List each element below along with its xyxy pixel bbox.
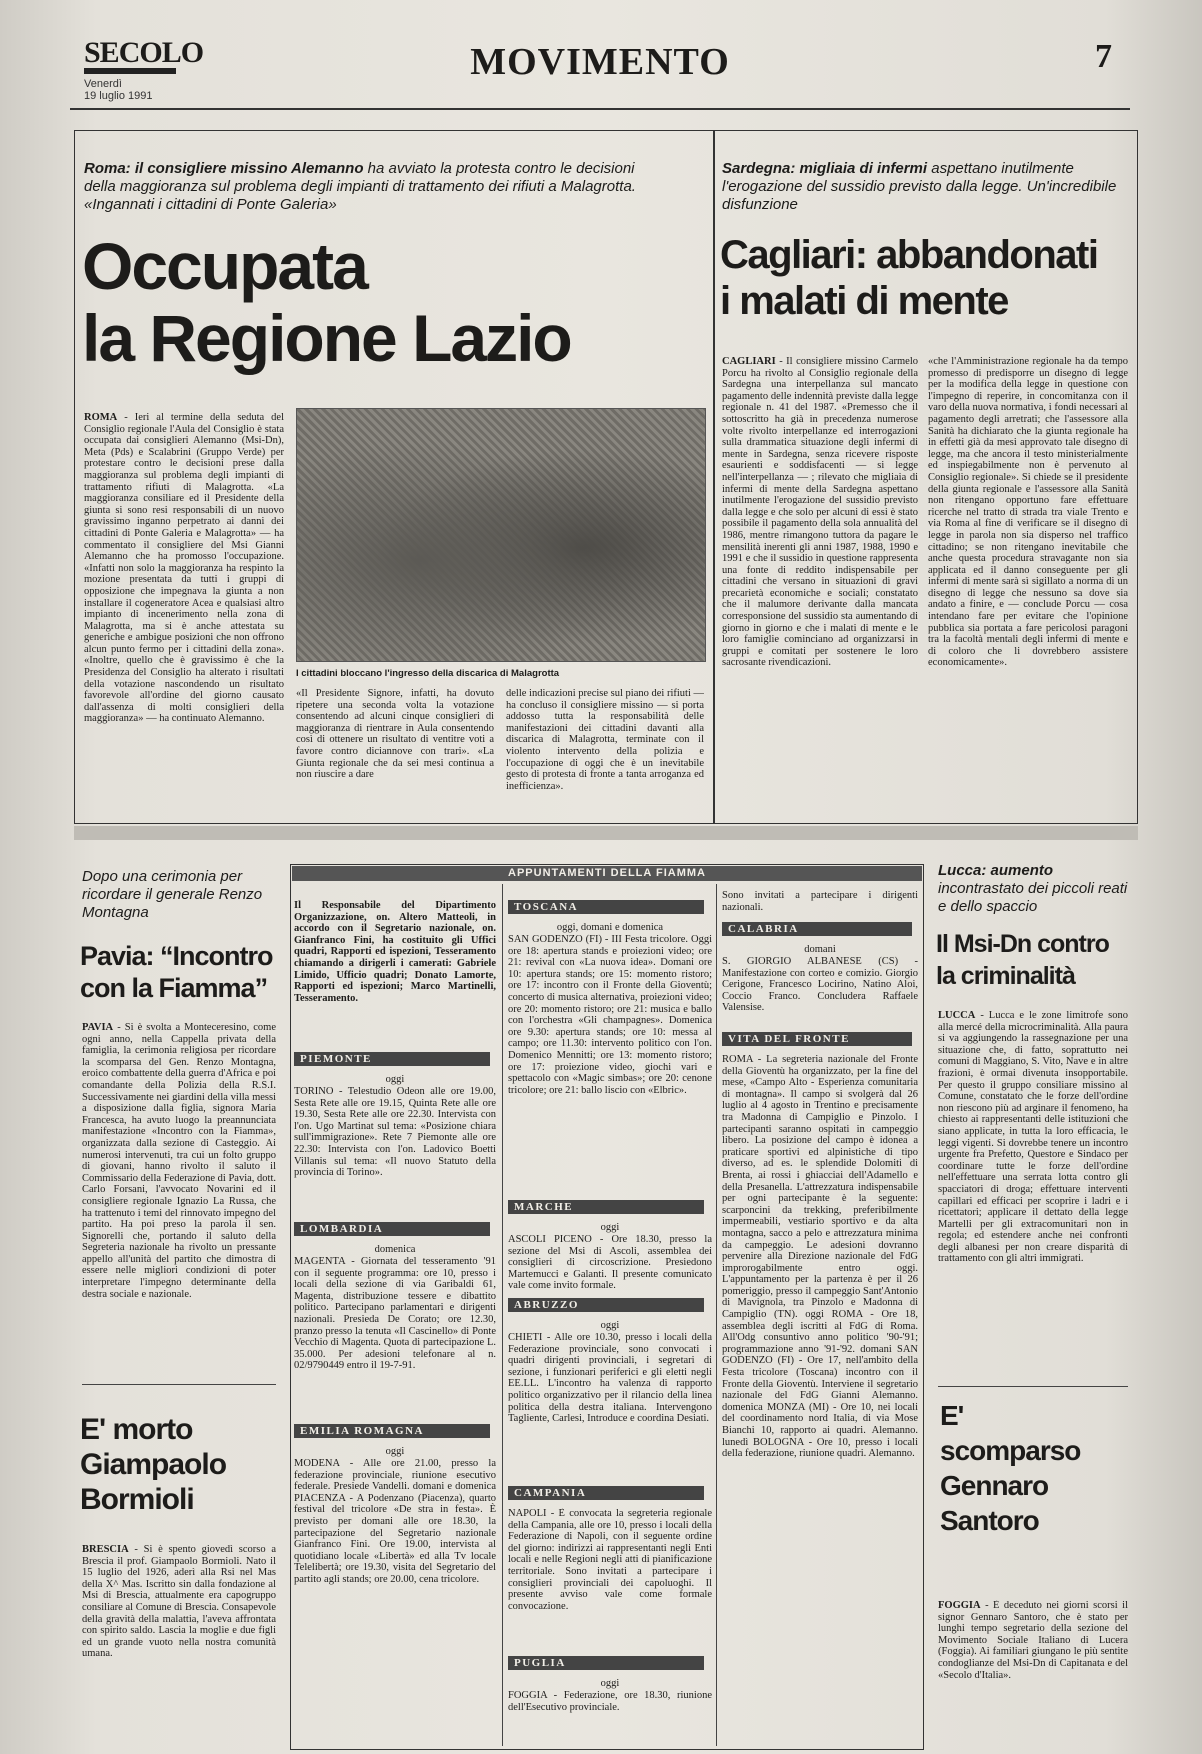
region-toscana-text: SAN GODENZO (FI) - III Festa tricolore. Oggi ore 18: apertura stands e proiezioni video; ore 21: revival con «La nuova idea». Domani ore 10: apertura stands; ore 15: momento ristoro; ore 17: incontro con il Fronte della Gioventù; concerto di musica alternativa, proiezioni video; ore 20: momento ristoro; ore 21: musica e ballo con l'orchestra «Gli champagnes». Domenica ore 9.30: apertura stands; ore 10: messa al campo; ore 11.30: intervento politico con l'on. Domenico Mennitti; ore 13: momento ristoro; ore 17: proiezione video, giochi vari e spettacolo con «Magic simbas»; ore 20: cenone tricolore; ore 21: ballo liscio con «Elbric». — [508, 934, 712, 1096]
appuntamenti-col-rule-1 — [502, 884, 503, 1746]
pavia-kicker: Dopo una cerimonia per ricordare il generale Renzo Montagna — [82, 868, 263, 921]
cagliari-col1: CAGLIARI - Il consigliere missino Carmelo Porcu ha rivolto al Consiglio regionale della Sardegna una interpellanza sul mancato pagamento delle indennità previste dalla legge regionale n. 41 del 1987. «Premesso che il sottoscritto ha già in precedenza numerose volte rivolto interpellanze ed interrogazioni sulla drammatica situazione degli infermi di mente in Sardegna, senza ricevere risposte esaurienti e soddisfacenti — si legge nell'interpellanza — ; rilevato che migliaia di infermi di mente della Sardegna aspettano inutilmente l'erogazione del sussidio previsto dalla legge e che solo per alcuni di essi è stato possibile il pagamento della sola annualità del 1986, mentre rimangono tuttora da pagare le mensilità inerenti gli anni 1987, 1988, 1990 e 1991 e che il sussidio in questione rappresenta una fonte di reddito indispensabile per cittadini che versano in situazioni di gravi precarietà economiche e sociali; constatato che il malumore derivante dalla mancata corresponsione del sussidio sta aumentando di giorno in giorno e che i malati di mente e le loro famiglie cominciano ad organizzarsi in gruppi e comitati per sostenere le loro sacrosante rivendicazioni. — [722, 356, 918, 669]
santoro-headline: E' scomparso Gennaro Santoro — [940, 1400, 1081, 1536]
region-vita-del-fronte-text: ROMA - La segreteria nazionale del Fronte della Gioventù ha organizzato, per la fine del mese, «Campo Alto - Esperienza comunitaria di montagna». Il campo si svolgerà dal 26 luglio al 4 agosto in Trentino e precisamente tra Madonna di Campiglio e Pinzolo. I partecipanti saranno ospitati in campeggio libero. La posizione del campo è idonea a praticare sportivi ed alpinistiche di tipo diverso, ad es. le splendide Dolomiti di Brenta, ai rossi i ghiacciai dell'Adamello e della Presanella. L'attrezzatura indispensabile per ogni partecipante è la seguente: scarponcini da trekking, preferibilmente impermeabili, vestiario sportivo e da alta montagna, sacco a pelo e attrezzatura minima da campeggio. Le adesioni dovranno pervenire alla Direzione nazionale del FdG improrogabilmente entro oggi. L'appuntamento per la partenza è per il 26 pomeriggio, presso il campeggio Sant'Antonio di Mavignola, tra Pinzolo e Madonna di Campiglio (TN). oggi ROMA - Ore 18, assemblea degli iscritti al FdG di Roma. All'Odg consuntivo anno politico '90-'91; programmazione anno '91-'92. domani SAN GODENZO (FI) - Ore 17, nell'ambito della Festa tricolore (Toscana) incontro con il Fronte della Gioventù. Interviene il segretario nazionale del FdG Gianni Alemanno. domenica MONZA (MI) - Ore 10, nei locali del coordinamento nord Italia, di via Mose Bianchi 10, rapporto ai quadri. Alemanno. lunedì BOLOGNA - Ore 10, presso i locali della federazione, riunione quadri. Alemanno. — [722, 1054, 918, 1460]
region-emilia-romagna: EMILIA ROMAGNA — [294, 1424, 490, 1438]
lazio-photo-caption: I cittadini bloccano l'ingresso della discarica di Malagrotta — [296, 668, 560, 679]
appuntamenti-title: APPUNTAMENTI DELLA FIAMMA — [292, 866, 922, 881]
lazio-photo — [296, 408, 706, 662]
region-abruzzo: ABRUZZO — [508, 1298, 704, 1312]
region-campania: CAMPANIA — [508, 1486, 704, 1500]
lucca-bottom-rule — [938, 1386, 1128, 1387]
masthead-logo: SECOLO — [84, 36, 203, 74]
region-puglia-day: oggi — [600, 1678, 620, 1689]
lazio-headline: Occupata la Regione Lazio — [82, 229, 571, 375]
region-piemonte-text: TORINO - Telestudio Odeon alle ore 19.00, Sesta Rete alle ore 19.15, Quinta Rete alle ore 19.30, Sesta Rete alle ore 22.30. Intervista con l'on. Ugo Martinat sul tema: «Posizione chiara sull'immigrazione». Rete 7 Piemonte alle ore 22.30: Intervista con l'on. Ladovico Boetti Villanis sul tema: «Il nuovo Statuto della provincia di Torino». — [294, 1086, 496, 1179]
region-lombardia: LOMBARDIA — [294, 1222, 490, 1236]
region-toscana-day: oggi, domani e domenica — [556, 922, 664, 933]
region-marche-text: ASCOLI PICENO - Ore 18.30, presso la sezione del Msi di Ascoli, assemblea dei consiglieri di circoscrizione. Presiedono Martemucci e Galanti. Il presente comunicato vale come invito formale. — [508, 1234, 712, 1292]
top-rule — [70, 108, 1130, 110]
lazio-col1: ROMA - Ieri al termine della seduta del Consiglio regionale l'Aula del Consiglio è stata occupata dai consiglieri Alemanno (Msi-Dn), Meta (Pds) e Scalabrini (Gruppo Verde) per protestare contro le decisioni prese dalla maggioranza sul problema degli impianti di trattamento rifiuti di Malagrotta. «La maggioranza consiliare ed il Presidente della giunta si sono resi responsabili di un nuovo gravissimo inganno perpetrato ai danni dei cittadini di Ponte Galeria e Malagrotta» — ha commentato il consigliere del Msi Gianni Alemanno che ha promosso l'occupazione. «Infatti non solo la maggioranza ha respinto la mozione presentata da tutti i gruppi di opposizione che impegnava la giunta a non installare il cogeneratore Acea e qualsiasi altro impianto di incenerimento nella zona di Malagrotta, ma si è anche attestata su generiche e ambigue posizioni che non offrono alcun punto fermo per i cittadini della zona». «Inoltre, quello che è gravissimo è che la Presidenza del Consiglio ha alterato i risultati della votazione nascondendo un risultato favorevole all'ordine del giorno causato dall'assenza di molti consiglieri della maggioranza» — ha continuato Alemanno. — [84, 412, 284, 725]
region-marche-day: oggi — [600, 1222, 620, 1233]
region-calabria: CALABRIA — [722, 922, 912, 936]
lucca-kicker: Lucca: aumento incontrastato dei piccoli reati e dello spaccio — [938, 862, 1128, 915]
appuntamenti-intro: Il Responsabile del Dipartimento Organizzazione, on. Altero Matteoli, in accordo con il Segretario nazionale, on. Gianfranco Fini, ha costituito gli Uffici quadri, Rapporti ed ispezioni, Tesseramento chiamando a dirigerli i camerati: Gabriele Limido, Ufficio quadri; Donato Lamorte, Rapporti ed ispezioni; Marco Martinelli, Tesseramento. — [294, 900, 496, 1004]
region-piemonte: PIEMONTE — [294, 1052, 490, 1066]
bormioli-body: BRESCIA - Si è spento giovedì scorso a Brescia il prof. Giampaolo Bormioli. Nato il 15 luglio del 1926, aderì alla Rsi nel Mas della X^ Mas. Iscritto sin dalla fondazione al Msi di Brescia, attualmente era capogruppo consiliare al Comune di Brescia. Consapevole della gravità della malattia, l'aveva affrontata con spirito saldo. Lascia la moglie e due figli ed un grande vuoto nella nostra comunità umana. — [82, 1544, 276, 1660]
calabria-pre-text: Sono invitati a partecipare i dirigenti nazionali. — [722, 890, 918, 913]
page-number: 7 — [1095, 38, 1112, 75]
region-calabria-text: S. GIORGIO ALBANESE (CS) - Manifestazione con corteo e comizio. Giorgio Cerigone, Francesco Locirino, Natino Aloi, Coccio Franco. Concludera Raffaele Valensise. — [722, 956, 918, 1014]
lazio-col3: delle indicazioni precise sul piano dei rifiuti — ha concluso il consigliere missino — si porta addosso tutta la responsabilità delle manifestazioni dei cittadini davanti alla discarica di Malagrotta, terminate con il violento intervento della polizia e l'occupazione di oggi che è un inevitabile gesto di protesta di fronte a tanta arroganza ed inefficienza». — [506, 688, 704, 792]
lucca-body: LUCCA - Lucca e le zone limitrofe sono alla mercé della microcriminalità. Alla paura si va aggiungendo la rassegnazione per una situazione che, di fatto, soprattutto nei comuni di Maggiano, S. Vito, Nave e in altre frazioni, è ormai divenuta insopportabile. Per questo il gruppo consiliare missino al Comune, constatato che le forze dell'ordine non riescono più ad arginare il fenomeno, ha chiesto ai rappresentanti delle istituzioni che siano applicate, in tutta la loro efficacia, le leggi vigenti. Si dovrebbe tenere un incontro urgente fra Prefetto, Questore e Sindaco per coordinare tutte le forze dell'ordine nell'effettuare una serrata lotta contro gli spacciatori di droga; effettuare interventi capillari ed efficaci per scoprire i ladri e i ricettatori; applicare il dettato della legge Martelli per gli extracomunitari non in regola; ed estendere anche nei confronti degli albanesi per non creare disparità di trattamento con gli altri immigrati. — [938, 1010, 1128, 1265]
pavia-bottom-rule — [82, 1384, 276, 1385]
bormioli-headline: E' morto Giampaolo Bormioli — [80, 1413, 227, 1516]
separator-band — [74, 826, 1138, 840]
region-marche: MARCHE — [508, 1200, 704, 1214]
region-emilia-day: oggi — [385, 1446, 405, 1457]
lucca-headline: Il Msi-Dn contro la criminalità — [936, 930, 1109, 990]
region-emilia-text: MODENA - Alle ore 21.00, presso la federazione provinciale, riunione esecutivo federale. Presiede Vandelli. domani e domenica PIACENZA - A Podenzano (Piacenza), quarto festival del tricolore «De stra in festa». È previsto per domani alle ore 18.30, la partecipazione del Segretario nazionale Gianfranco Fini. Ore 19.00, intervista al quotidiano locale «Libertà» ed alla Tv locale Telelibertà; ore 19.30, visita del Segretario del partito agli stands; ore 20.00, cena tricolore. — [294, 1458, 496, 1585]
lazio-col2: «Il Presidente Signore, infatti, ha dovuto ripetere una seconda volta la votazione consentendo ad alcuni cinque consiglieri di maggioranza di rientrare in Aula consentendo così di ottenere un risultato di ventitre voti a favore contro diciannove con trari». «La Giunta regionale che da sei mesi continua a non riuscire a dare — [296, 688, 494, 781]
region-campania-text: NAPOLI - È convocata la segreteria regionale della Campania, alle ore 10, presso i locali della Federazione di Napoli, con il seguente ordine del giorno: indirizzi ai rappresentanti negli Enti locali e nelle Regioni negli atti di pianificazione territoriale. Sono invitati a partecipare i consiglieri provinciali dei capoluoghi. Il presente avviso vale come formale convocazione. — [508, 1508, 712, 1612]
region-vita-del-fronte: VITA DEL FRONTE — [722, 1032, 912, 1046]
region-puglia-text: FOGGIA - Federazione, ore 18.30, riunione dell'Esecutivo provinciale. — [508, 1690, 712, 1713]
region-calabria-day: domani — [804, 944, 836, 955]
region-abruzzo-day: oggi — [600, 1320, 620, 1331]
region-puglia: PUGLIA — [508, 1656, 704, 1670]
cagliari-col2: «che l'Amministrazione regionale ha da tempo promesso di predisporre un disegno di legge per la modifica della legge in questione con l'impegno di reperire, in concomitanza con il varo della nuova normativa, i fondi necessari al pagamento degli arretrati; che l'assessore alla Sanità ha dichiarato che la giunta regionale ha in effetti già da mesi approvato tale disegno di legge, ma che ancora il testo ministerialmente ed inspiegabilmente non è pervenuto al Consiglio regionale». Si chiede se il presidente della giunta regionale e l'assessore alla Sanità non ritengano opportuno fare effettuare ricerche nel tratto di strada tra viale Trento e via Roma al fine di verificare se il disegno di legge in parola non sia disperso nel traffico cittadino; se non ritengano inevitabile che anche questa procedura stravagante non sia applicata ed il danno conseguente per gli infermi di mente sarà sì sigillato a norma di un disegno di legge che nessuno sa dove sia andato a finire, e — conclude Porcu — cosa intendano fare per evitare che l'opinione pubblica sia portata a fare pericolosi paragoni tra la facoltà mentali degli infermi di mente e di coloro che li dovrebbero assistere economicamente». — [928, 356, 1128, 669]
region-toscana: TOSCANA — [508, 900, 704, 914]
cagliari-kicker: Sardegna: migliaia di infermi aspettano inutilmente l'erogazione del sussidio previsto dalla legge. Un'incredibile disfunzione — [722, 160, 1117, 213]
pavia-body: PAVIA - Si è svolta a Monteceresino, come ogni anno, nella Cappella privata della famiglia, la cerimonia religiosa per ricordare la scomparsa del Gen. Renzo Montagna, eroico combattente della guerra d'Africa e poi comandante della Polizia della R.S.I. Successivamente nei giardini della villa messi a disposizione dalla figlia, signora Maria Francesca, ha avuto luogo la preannunciata manifestazione «Incontro con la Fiamma», organizzata dalla sezione di Casteggio. Ai numerosi intervenuti, tra cui un folto gruppo di giovani, hanno rivolto il saluto il Commissario della Federazione di Pavia, dott. Carlo Forsani, l'avvocato Novarini ed il consigliere regionale Ignazio La Russa, che ha trattenuto i temi del rinnovato impegno del partito. Ha poi preso la parola il sen. Signorelli che, portando il saluto della Segreteria nazionale ha rivolto un pressante appello all'unità del partito che dimostra di essere nelle migliori condizioni di poter interpretare l'impegno determinante della destra sociale e nazionale. — [82, 1022, 276, 1300]
santoro-body: FOGGIA - È deceduto nei giorni scorsi il signor Gennaro Santoro, che è stato per lunghi tempo segretario della sezione del Movimento Sociale Italiano di Lucera (Foggia). Ai familiari giungano le più sentite condoglianze del Msi-Dn di Capitanata e del «Secolo d'Italia». — [938, 1600, 1128, 1681]
region-lombardia-day: domenica — [374, 1244, 416, 1255]
cagliari-headline: Cagliari: abbandonati i malati di mente — [720, 233, 1098, 323]
appuntamenti-col-rule-2 — [716, 884, 717, 1746]
region-lombardia-text: MAGENTA - Giornata del tesseramento '91 con il seguente programma: ore 10, presso i locali della sezione di via Garibaldi 61, Magenta, distribuzione tessere e dibattito politico. Partecipano parlamentari e dirigenti nazionali. Presieda De Corato; ore 12.30, pranzo presso la tenuta «Il Cascinello» di Ponte Vecchio di Magenta. Quota di partecipazione L. 35.000. Per adesioni telefonare al n. 02/9790449 entro il 19-7-91. — [294, 1256, 496, 1372]
lazio-kicker: Roma: il consigliere missino Alemanno ha avviato la protesta contro le decisioni della maggioranza sul problema degli impianti di trattamento dei rifiuti a Malagrotta. «Ingannati i cittadini di Ponte Galeria» — [84, 160, 636, 213]
region-abruzzo-text: CHIETI - Alle ore 10.30, presso i locali della Federazione provinciale, sono convocati i quadri dirigenti provinciali, i segretari di sezione, i funzionari periferici e gli eletti negli EE.LL. L'incontro ha valenza di rapporto politico organizzativo per il rilancio della linea politica della destra italiana. Intervengono Tagliente, Carlesi, Introduce e coordina Desiati. — [508, 1332, 712, 1425]
region-piemonte-day: oggi — [385, 1074, 405, 1085]
pavia-headline: Pavia: “Incontro con la Fiamma” — [80, 941, 273, 1003]
section-title: MOVIMENTO — [470, 41, 730, 83]
masthead-date: Venerdì 19 luglio 1991 — [84, 78, 153, 102]
